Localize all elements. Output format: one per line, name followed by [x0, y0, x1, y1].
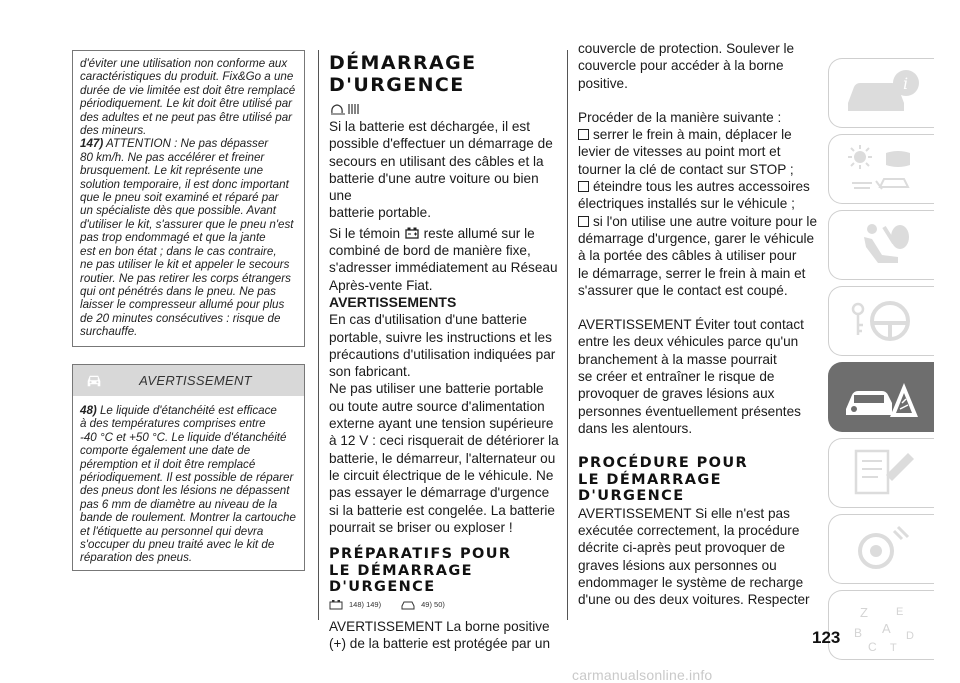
index-letter: E	[895, 606, 903, 618]
car-warning-icon	[85, 372, 103, 389]
tab-index[interactable]	[828, 590, 934, 660]
reference-numbers-a: 148) 149)	[349, 599, 382, 609]
paragraph-warning-light	[329, 225, 561, 294]
note-box	[72, 50, 305, 347]
column-3	[578, 40, 822, 609]
warning-header	[73, 365, 304, 396]
index-letter: B	[853, 626, 862, 640]
column-2	[329, 52, 561, 652]
maintenance-checklist-icon	[842, 445, 922, 501]
index-letter: T	[889, 642, 897, 653]
paragraph-contact-warning: AVERTISSEMENT Éviter tout contact entre les deux véhicules parce qu'un branchement à la masse pourrait se créer et entraîner le risque de provoquer de graves lésions aux personnes éventuellement présentes dans les alentours.	[578, 317, 804, 436]
paragraph-procedure-warning: AVERTISSEMENT Si elle n'est pas exécutée correctement, la procédure décrite ci-après peut provoquer de graves lésions aux personnes ou endommager le système de recharge d'une ou des deux voitures. Respecter	[578, 505, 810, 608]
section-heading-emergency-start: DÉMARRAGE D'URGENCE	[329, 52, 477, 96]
note-147-number: 147)	[80, 137, 104, 151]
paragraph-warning-light-end: reste allumé sur le combiné de bord de manière fixe, s'adresser immédiatement au Réseau Après-vente Fiat.	[329, 225, 558, 293]
page-number: 123	[812, 628, 841, 647]
section-heading-procedure: PROCÉDURE POUR LE DÉMARRAGE D'URGENCE	[578, 455, 749, 505]
list-item	[578, 178, 822, 213]
paragraph-cover: couvercle de protection. Soulever le couvercle pour accéder à la borne positive.	[578, 41, 795, 91]
svg-text:i: i	[902, 74, 908, 93]
tab-steering-wheel[interactable]	[828, 286, 934, 356]
note-147-text: ATTENTION : Ne pas dépasser 80 km/h. Ne pas accélérer et freiner brusquement. Le kit représente une solution temporaire, il est donc important que le pneu soit examiné et réparé par un spécialiste dès que possible. Avant d'utiliser le kit, s'assurer que le pneu n'est pas trop endommagé et que la jante est en bon état ; dans le cas contraire, ne pas utiliser le kit et appeler le secours routier. Ne pas retirer les corps étrangers qui ont pénétrés dans le pneu. Ne pas laisser le compresseur allumé pour plus de 20 minutes consécutives : risque de surchauffe.	[80, 137, 294, 339]
footer-watermark: carmanualsonline.info	[572, 667, 713, 683]
reference-row	[329, 598, 561, 612]
tab-airbag-seat[interactable]	[828, 210, 934, 280]
steering-wheel-key-icon	[842, 293, 922, 349]
paragraph-procedure-intro: Procéder de la manière suivante :	[578, 109, 782, 125]
note-48	[80, 404, 296, 565]
wheel-reference-icons	[329, 102, 561, 116]
car-reference-icon	[401, 599, 415, 610]
paragraph-positive-terminal: AVERTISSEMENT La borne positive (+) de la batterie est protégée par un	[329, 618, 551, 651]
car-breakdown-warning-icon	[842, 369, 922, 425]
index-letter: D	[905, 630, 914, 642]
note-top: d'éviter une utilisation non conforme aux caractéristiques du produit. Fix&Go a une durée de vie limitée est doit être remplacé périodiquement. Le kit doit être utilisé par des adultes et ne peut pas être utilisé par des mineurs.	[80, 57, 296, 138]
battery-reference-icon	[329, 599, 343, 610]
dashboard-lights-icon	[842, 141, 922, 197]
index-letter: C	[867, 640, 877, 653]
tab-maintenance[interactable]	[828, 438, 934, 508]
index-letters-icon	[842, 597, 922, 653]
note-48-text: Le liquide d'étanchéité est efficace à des températures comprises entre -40 °C et +50 °C. Le liquide d'étanchéité comporte également une date de péremption et il doit être remplacé périodiquement. Il est possible de réparer des pneus dont les lésions ne dépassent pas 6 mm de diamètre au niveau de la bande de roulement. Montrer la cartouche et l'étiquette au personnel qui devra s'occuper du pneu traité avec le kit de réparation des pneus.	[80, 404, 296, 565]
list-item-other-car: si l'on utilise une autre voiture pour le démarrage d'urgence, garer le véhicule à la portée des câbles à utiliser pour le démarrage, serrer le frein à main et s'assurer que le contact est coupé.	[578, 213, 817, 298]
warning-box	[72, 364, 305, 571]
airbag-seat-icon	[842, 217, 922, 273]
checkbox-bullet-icon	[578, 181, 589, 192]
index-letter: A	[881, 621, 891, 636]
battery-warning-light-icon	[404, 226, 420, 239]
tab-technical-data[interactable]	[828, 514, 934, 584]
paragraph-warning-light-start: Si le témoin	[329, 225, 404, 241]
index-letter: Z	[859, 605, 868, 620]
technical-data-icon	[842, 521, 922, 577]
tab-dashboard-lights[interactable]	[828, 134, 934, 204]
warning-title: AVERTISSEMENT	[139, 373, 252, 388]
tab-car-info[interactable]	[828, 58, 934, 128]
list-item-handbrake: serrer le frein à main, déplacer le levier de vitesses au point mort et tourner la clé de contact sur STOP ;	[578, 127, 794, 177]
list-item	[578, 126, 822, 178]
paragraph-voltage-warning: Ne pas utiliser une batterie portable ou toute autre source d'alimentation externe ayant une tension supérieure à 12 V : ceci risquerait de détériorer la batterie, le démarreur, l'alternateur ou le circuit électrique de le véhicule. Ne pas essayer le démarrage d'urgence si la batterie est congelée. La batterie pourrait se briser ou exploser !	[329, 381, 559, 535]
reference-numbers-b: 49) 50)	[421, 599, 445, 609]
checkbox-bullet-icon	[578, 216, 589, 227]
column-divider	[567, 50, 568, 620]
note-48-number: 48)	[80, 404, 97, 417]
list-item	[578, 213, 822, 299]
tire-pressure-icon	[329, 102, 363, 116]
column-divider	[318, 50, 319, 620]
section-heading-preparations: PRÉPARATIFS POUR LE DÉMARRAGE D'URGENCE	[329, 546, 512, 596]
list-item-accessories: éteindre tous les autres accessoires électriques installés sur le véhicule ;	[578, 179, 810, 212]
warnings-title: AVERTISSEMENTS	[329, 293, 457, 310]
paragraph-portable-battery: En cas d'utilisation d'une batterie portable, suivre les instructions et les précautions d'utilisation indiquées par son fabricant.	[329, 312, 556, 380]
note-147	[80, 137, 296, 338]
checkbox-bullet-icon	[578, 129, 589, 140]
car-info-icon	[842, 65, 922, 121]
paragraph-intro: Si la batterie est déchargée, il est possible d'effectuer un démarrage de secours en utilisant des câbles et la batterie d'une autre voiture ou bien une batterie portable.	[329, 119, 553, 221]
tab-car-breakdown[interactable]	[828, 362, 934, 432]
